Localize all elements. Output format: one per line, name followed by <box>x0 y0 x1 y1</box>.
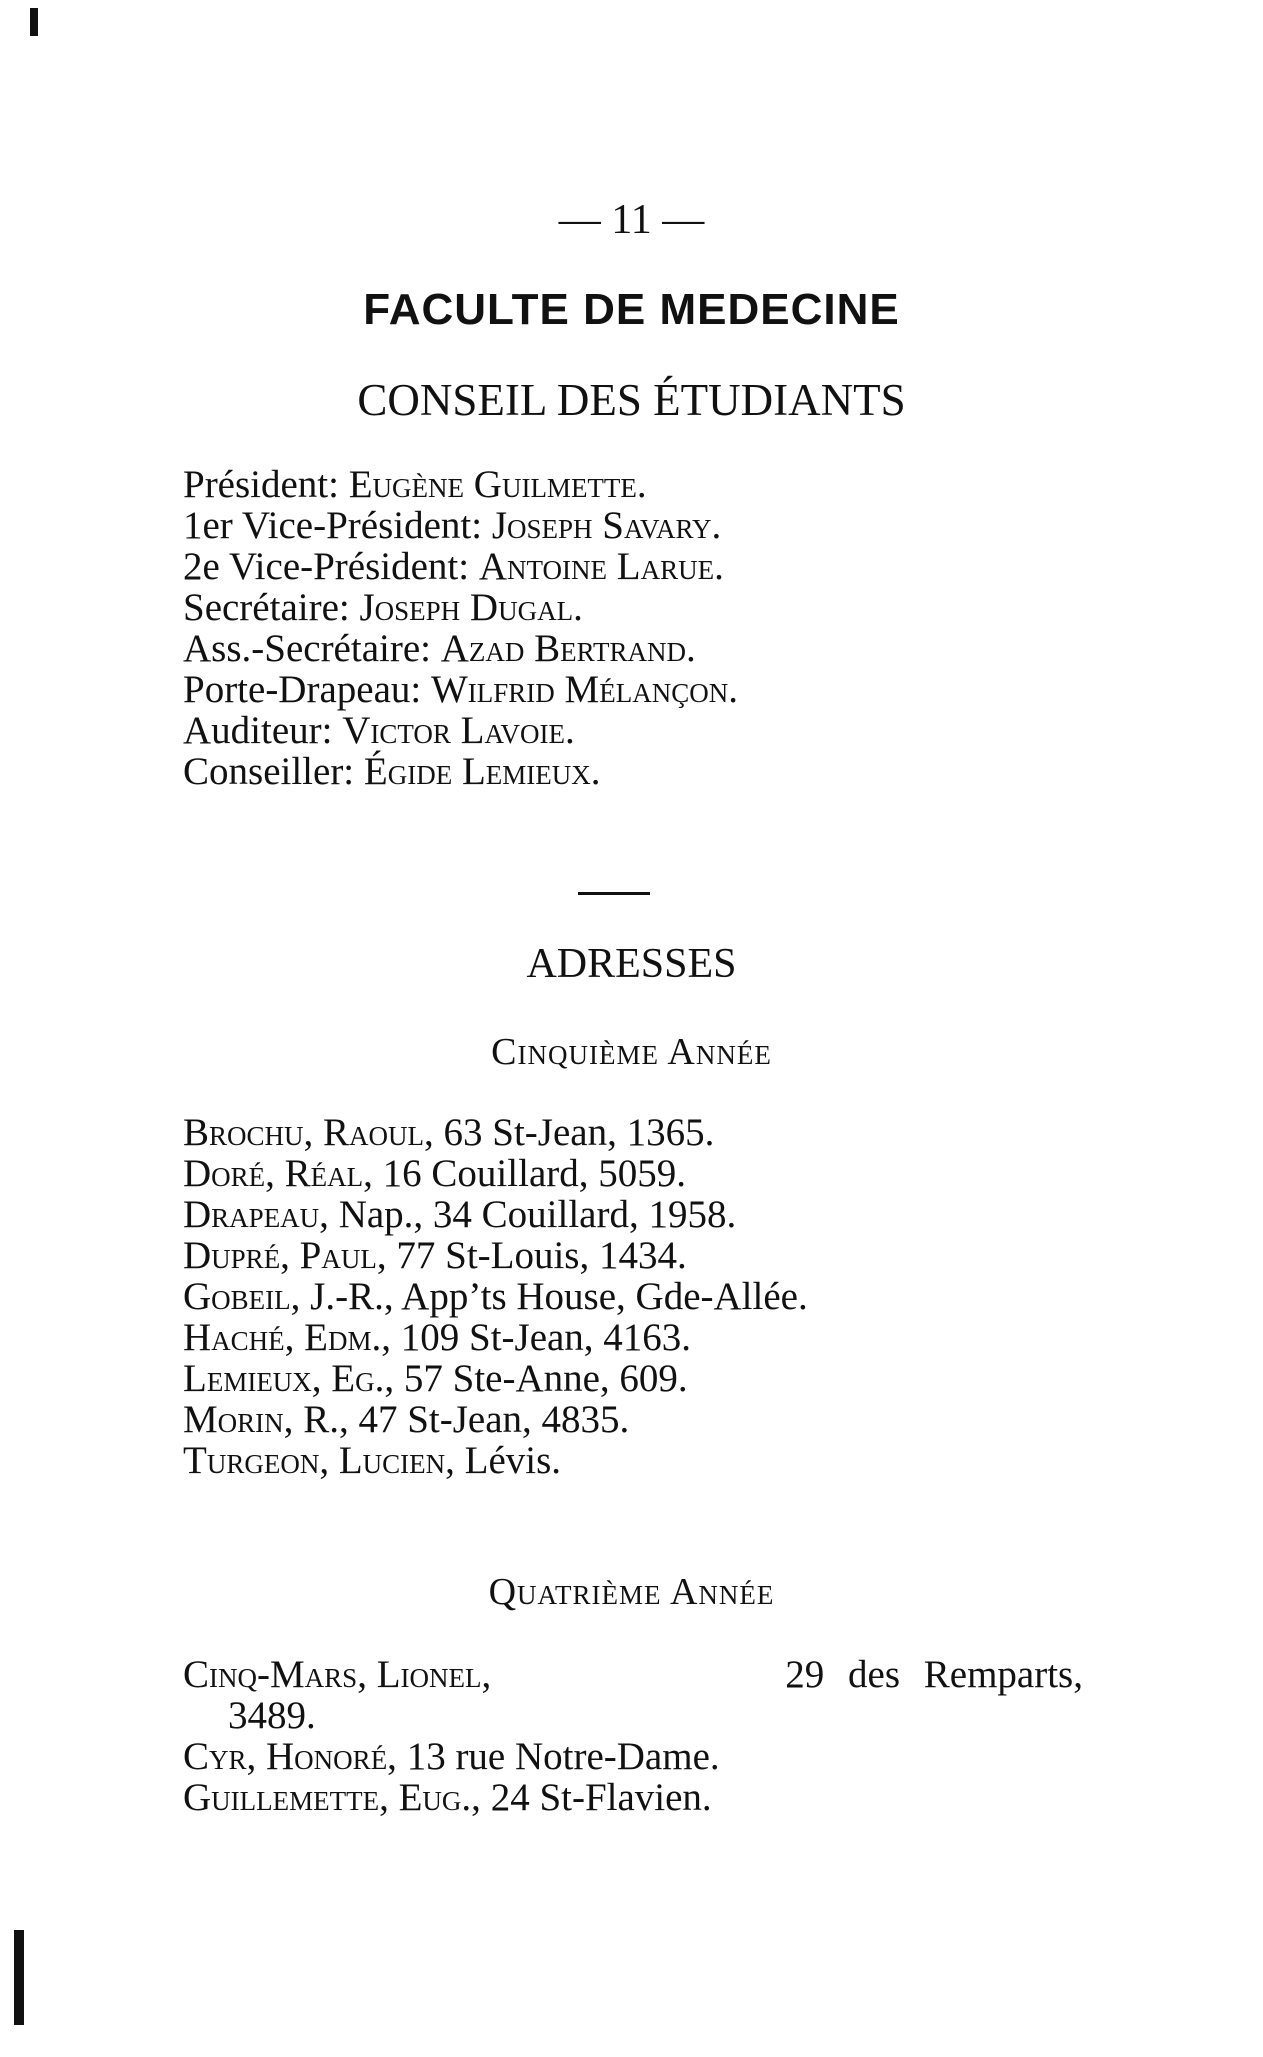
student-name: Guillemette, Eug., <box>183 1776 481 1819</box>
student-name: Cyr, Honoré, <box>183 1735 397 1778</box>
officer-role: Ass.-Secrétaire: <box>183 627 441 670</box>
officer-name: Wilfrid Mélançon. <box>430 668 738 711</box>
officer-role: 2e Vice-Président: <box>183 545 479 588</box>
officer-name: Azad Bertrand. <box>440 627 696 670</box>
page-number: — 11 — <box>558 197 705 243</box>
student-name: Drapeau, <box>183 1193 329 1236</box>
student-address: 24 St-Flavien. <box>480 1776 712 1819</box>
list-item <box>183 1235 808 1276</box>
officer-row <box>183 505 738 546</box>
addresses-title: ADRESSES <box>526 941 737 987</box>
officer-name: Victor Lavoie. <box>342 709 575 752</box>
student-address: 16 Couillard, 5059. <box>372 1152 686 1195</box>
student-address: Nap., 34 Couillard, 1958. <box>328 1193 737 1236</box>
list-item <box>183 1276 808 1317</box>
student-address: R., 47 St-Jean, 4835. <box>293 1398 630 1441</box>
student-name: Lemieux, Eg., <box>183 1357 395 1400</box>
fifth-year-list <box>183 1112 808 1481</box>
student-address: 29 des Remparts, <box>761 1653 1083 1696</box>
student-address: 63 St-Jean, 1365. <box>433 1111 715 1154</box>
list-item <box>183 1153 808 1194</box>
top-margin-mark <box>30 8 38 36</box>
student-name: Turgeon, Lucien, <box>183 1439 455 1482</box>
student-address: 109 St-Jean, 4163. <box>391 1316 692 1359</box>
bottom-margin-mark <box>14 1930 24 2025</box>
officer-role: Secrétaire: <box>183 586 360 629</box>
fourth-year-list <box>183 1654 1083 1818</box>
officer-role: Auditeur: <box>183 709 343 752</box>
student-address: 13 rue Notre-Dame. <box>396 1735 720 1778</box>
list-item-continuation: 3489. <box>228 1694 316 1737</box>
officers-list <box>183 464 738 792</box>
officer-role: 1er Vice-Président: <box>183 504 492 547</box>
faculty-title: FACULTE DE MEDECINE <box>363 285 900 334</box>
list-item <box>183 1736 1083 1777</box>
council-title: CONSEIL DES ÉTUDIANTS <box>357 375 906 425</box>
student-name: Gobeil, <box>183 1275 301 1318</box>
officer-name: Joseph Dugal. <box>359 586 583 629</box>
student-address: Lévis. <box>454 1439 562 1482</box>
list-item <box>183 1440 808 1481</box>
student-name: Morin, <box>183 1398 294 1441</box>
officer-row <box>183 587 738 628</box>
officer-name: Antoine Larue. <box>478 545 724 588</box>
student-name: Dupré, Paul, <box>183 1234 387 1277</box>
officer-row <box>183 710 738 751</box>
officer-role: Président: <box>183 463 349 506</box>
officer-name: Joseph Savary. <box>491 504 722 547</box>
student-name: Doré, Réal, <box>183 1152 373 1195</box>
list-item <box>183 1654 1083 1695</box>
student-address: 77 St-Louis, 1434. <box>386 1234 687 1277</box>
student-name: Brochu, Raoul, <box>183 1111 434 1154</box>
list-item <box>183 1358 808 1399</box>
officer-row <box>183 628 738 669</box>
student-name: Cinq-Mars, Lionel, <box>183 1653 492 1696</box>
officer-name: Égide Lemieux. <box>363 750 601 793</box>
list-item <box>183 1112 808 1153</box>
officer-row <box>183 464 738 505</box>
student-address: 57 Ste-Anne, 609. <box>394 1357 688 1400</box>
section-divider <box>578 892 650 895</box>
fourth-year-heading: Quatrième Année <box>488 1571 775 1613</box>
officer-name: Eugène Guilmette. <box>348 463 647 506</box>
student-address: J.-R., App’ts House, Gde-Allée. <box>300 1275 808 1318</box>
officer-role: Conseiller: <box>183 750 364 793</box>
list-item <box>183 1777 1083 1818</box>
list-item <box>183 1317 808 1358</box>
fifth-year-heading: Cinquième Année <box>491 1031 772 1073</box>
officer-row <box>183 751 738 792</box>
officer-row <box>183 669 738 710</box>
list-item <box>183 1399 808 1440</box>
officer-role: Porte-Drapeau: <box>183 668 431 711</box>
list-item <box>183 1194 808 1235</box>
student-name: Haché, Edm., <box>183 1316 391 1359</box>
officer-row <box>183 546 738 587</box>
